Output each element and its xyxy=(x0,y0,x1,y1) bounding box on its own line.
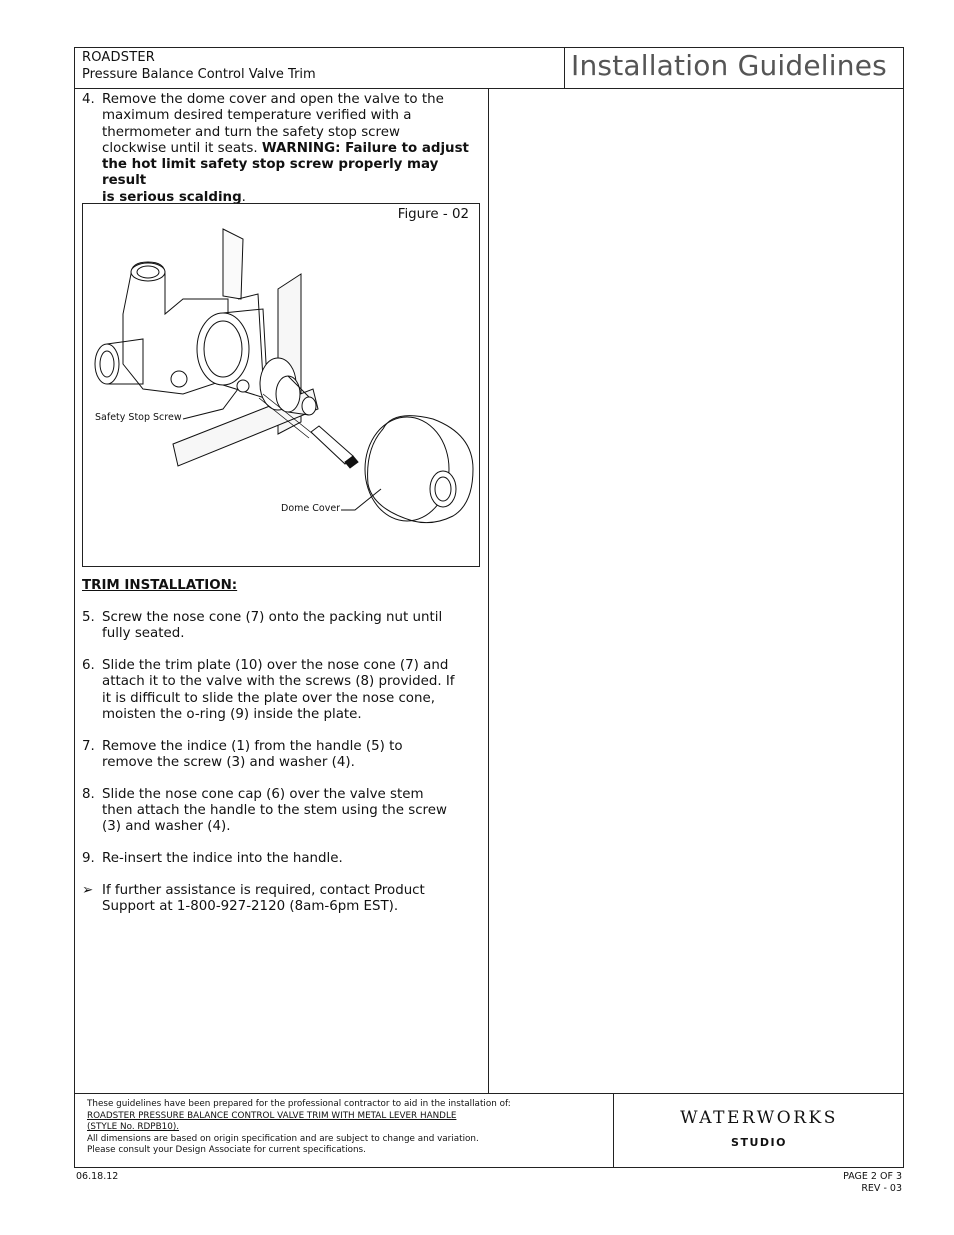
step-4-line: thermometer and turn the safety stop screw xyxy=(102,124,400,140)
footer-style-number: (STYLE No. RDPB10). xyxy=(87,1122,180,1132)
arrow-bullet-icon: ➢ xyxy=(82,883,94,899)
step-4 xyxy=(82,92,482,206)
step-number: 4. xyxy=(82,92,95,107)
trim-steps-list xyxy=(82,610,482,931)
list-item: 5. Screw the nose cone (7) onto the packing nut until fully seated. xyxy=(82,610,443,642)
safety-stop-screw-callout: Safety Stop Screw xyxy=(95,412,182,423)
warning-line: is serious scalding. xyxy=(102,189,246,205)
list-item: 7. Remove the indice (1) from the handle (5) to remove the screw (3) and washer (4). xyxy=(82,738,403,771)
page-number: PAGE 2 OF 3 xyxy=(843,1171,902,1182)
figure-label: Figure - 02 xyxy=(397,207,469,222)
revision-number: REV - 03 xyxy=(861,1183,902,1194)
list-item: 9. Re-insert the indice into the handle. xyxy=(82,851,343,867)
footer-vertical-divider xyxy=(613,1093,614,1168)
footer-product-name: ROADSTER PRESSURE BALANCE CONTROL VALVE TRIM WITH METAL LEVER HANDLE xyxy=(87,1110,457,1121)
footer-disclaimer: These guidelines have been prepared for the professional contractor to aid in the installation of: ROADSTER PRESSURE BALANCE CONTROL VALVE TRIM WITH METAL LEVER HANDLE (STYLE No. RDPB10). All dimensions are based on origin specification and are subject to change and variation. Please consult your Design Associate for current specifications. xyxy=(87,1099,607,1157)
list-item: 8. Slide the nose cone cap (6) over the valve stem then attach the handle to the stem using the screw (3) and washer (4). xyxy=(82,786,447,835)
page-info xyxy=(843,1171,902,1195)
revision-date: 06.18.12 xyxy=(76,1171,119,1182)
product-name: Pressure Balance Control Valve Trim xyxy=(82,67,316,82)
dome-cover-callout: Dome Cover xyxy=(281,503,341,514)
figure-02 xyxy=(82,203,480,567)
brand-name: ROADSTER xyxy=(82,50,155,65)
warning-lead: WARNING: Failure to adjust xyxy=(261,140,469,156)
list-item: 6. Slide the trim plate (10) over the nose cone (7) and attach it to the valve with the screws (8) provided. If it is difficult to slide the plate over the nose cone, moisten the o-ring (9) inside the plate. xyxy=(82,658,455,722)
header-title-box xyxy=(565,47,904,89)
waterworks-logo: WATERWORKS xyxy=(680,1108,838,1128)
studio-logo-subtitle: STUDIO xyxy=(731,1136,787,1149)
step-4-line: clockwise until it seats. WARNING: Failure to adjust xyxy=(102,140,469,156)
step-4-line: Remove the dome cover and open the valve to the xyxy=(102,92,444,107)
page-title: Installation Guidelines xyxy=(571,49,887,82)
step-4-line: maximum desired temperature verified with a xyxy=(102,108,412,124)
warning-line: the hot limit safety stop screw properly may result xyxy=(102,157,439,189)
header-product-box xyxy=(74,47,565,89)
trim-installation-heading: TRIM INSTALLATION: xyxy=(82,578,238,593)
column-divider xyxy=(488,89,489,1093)
support-note: ➢ If further assistance is required, contact Product Support at 1-800-927-2120 (8am-6pm EST). xyxy=(82,883,425,915)
footer-divider xyxy=(74,1093,904,1094)
